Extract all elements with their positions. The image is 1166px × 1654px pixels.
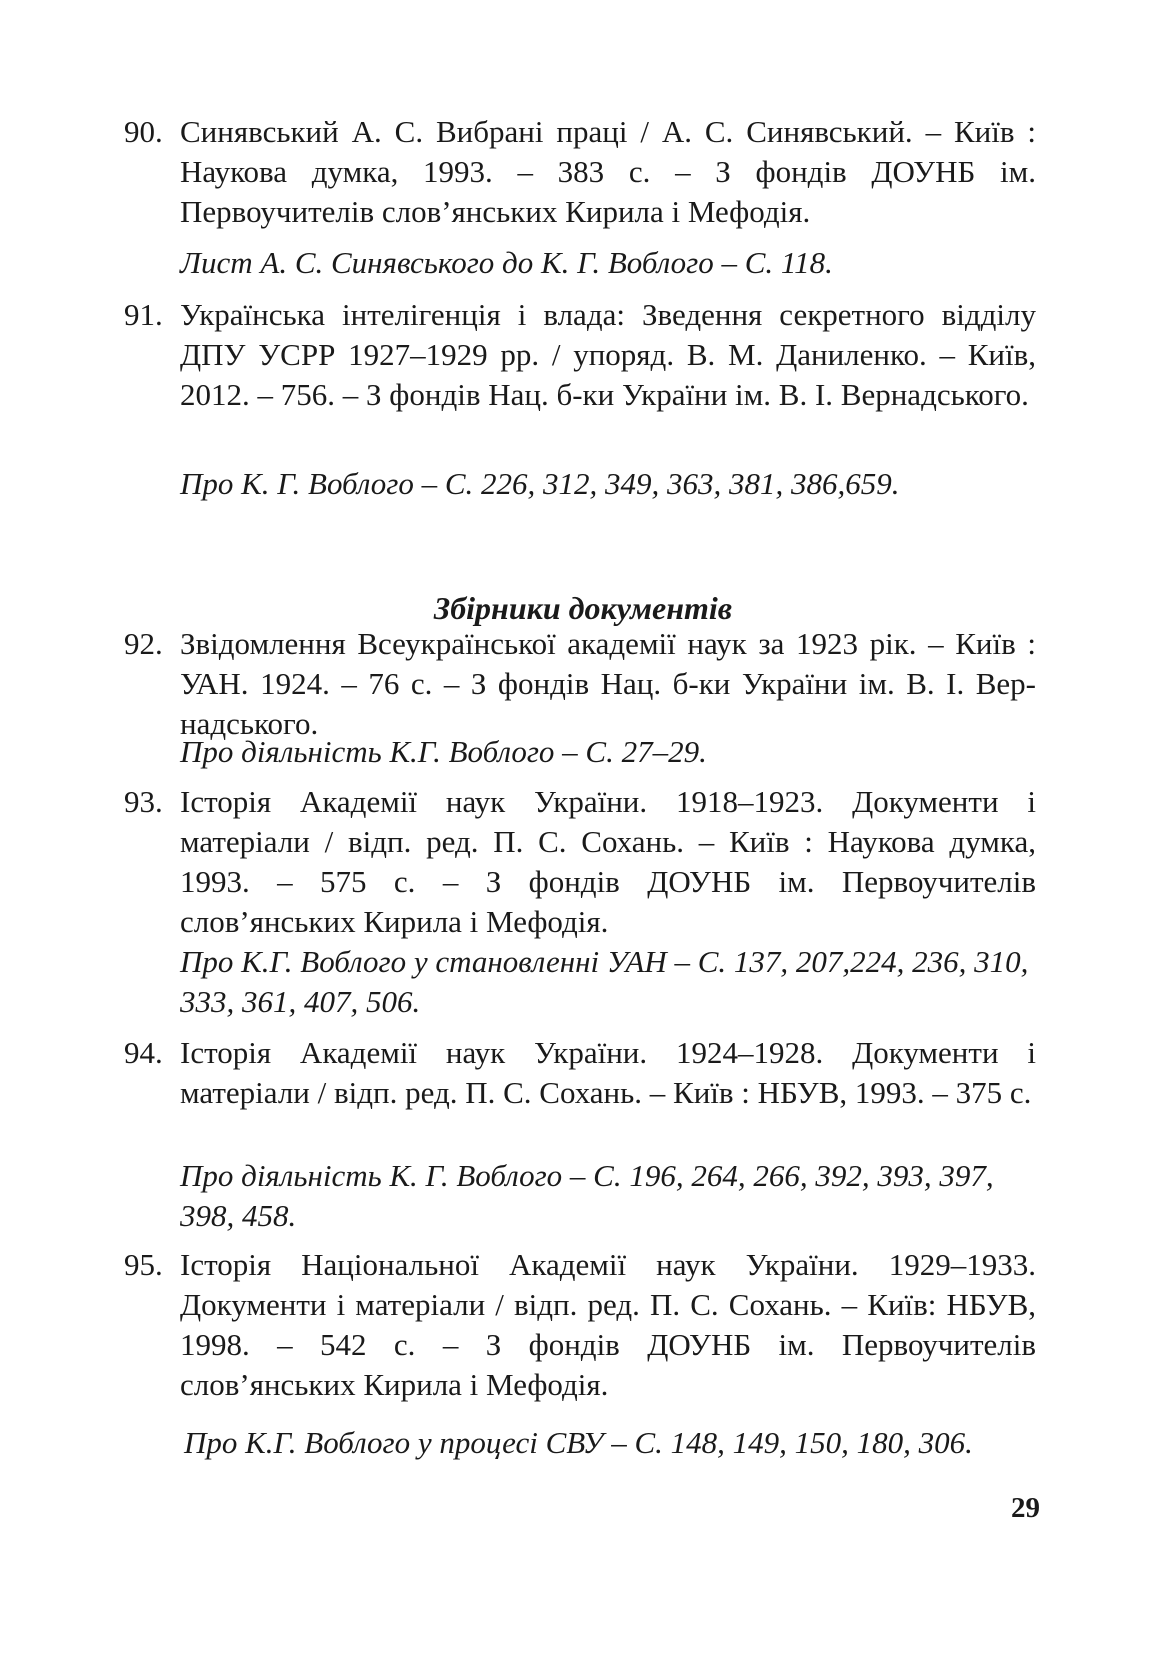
section-heading: Збірники документів	[433, 590, 733, 626]
entry-citation: Історія Національної Академії наук України. 1929–1933. Документи і матеріали / відп. ред. П. С. Сохань. – Київ: НБУВ, 1998. – 542 с. – З фондів ДОУНБ ім. Первоучителів слов’янських Кирила і Мефодія.	[180, 1247, 1036, 1402]
bibliography-entry-90	[124, 112, 1036, 232]
entry-number: 90.	[124, 114, 163, 149]
entry-citation: Звідомлення Всеукраїнської академії наук за 1923 рік. – Київ : УАН. 1924. – 76 с. – З фондів Нац. б-ки України ім. В. І. Вернадського.	[180, 626, 1036, 741]
bibliography-entry-92	[124, 624, 1036, 744]
entry-number: 95.	[124, 1247, 163, 1282]
entry-citation: Історія Академії наук України. 1918–1923. Документи і матеріали / відп. ред. П. С. Сохань. – Київ : Наукова думка, 1993. – 575 с. – З фондів ДОУНБ ім. Первоучителів слов’янських Кирила і Мефодія.	[180, 784, 1036, 939]
page-number: 29	[1011, 1492, 1040, 1524]
entry-citation: Українська інтелігенція і влада: Зведення секретного відділу ДПУ УСРР 1927–1929 рр. / упоряд. В. М. Даниленко. – Київ, 2012. – 756. – З фондів Нац. б-ки України ім. В. І. Вернадського.	[180, 297, 1036, 412]
entry-note-90: Лист А. С. Синявського до К. Г. Воблого – С. 118.	[180, 245, 833, 280]
entry-number: 91.	[124, 297, 163, 332]
entry-note-93: Про К.Г. Воблого у становленні УАН – С. 137, 207,224, 236, 310, 333, 361, 407, 506.	[180, 944, 1029, 1019]
bibliography-entry-94	[124, 1033, 1036, 1113]
entry-note-92: Про діяльність К.Г. Воблого – С. 27–29.	[180, 734, 707, 769]
bibliography-entry-93	[124, 782, 1036, 942]
entry-note-95: Про К.Г. Воблого у процесі СВУ – С. 148, 149, 150, 180, 306.	[184, 1425, 973, 1460]
entry-number: 92.	[124, 626, 163, 661]
entry-number: 93.	[124, 784, 163, 819]
entry-citation: Синявський А. С. Вибрані праці / А. С. Синявський. – Київ : Наукова думка, 1993. – 383 с. – З фондів ДОУНБ ім. Первоучителів слов’янських Кирила і Мефодія.	[180, 114, 1036, 229]
bibliography-entry-95	[124, 1245, 1036, 1405]
entry-number: 94.	[124, 1035, 163, 1070]
entry-note-91: Про К. Г. Воблого – С. 226, 312, 349, 363, 381, 386,659.	[180, 466, 900, 501]
entry-note-94: Про діяльність К. Г. Воблого – С. 196, 264, 266, 392, 393, 397, 398, 458.	[180, 1158, 994, 1233]
entry-citation: Історія Академії наук України. 1924–1928. Документи і матеріали / відп. ред. П. С. Сохань. – Київ : НБУВ, 1993. – 375 с.	[180, 1035, 1036, 1110]
bibliography-entry-91	[124, 295, 1036, 415]
